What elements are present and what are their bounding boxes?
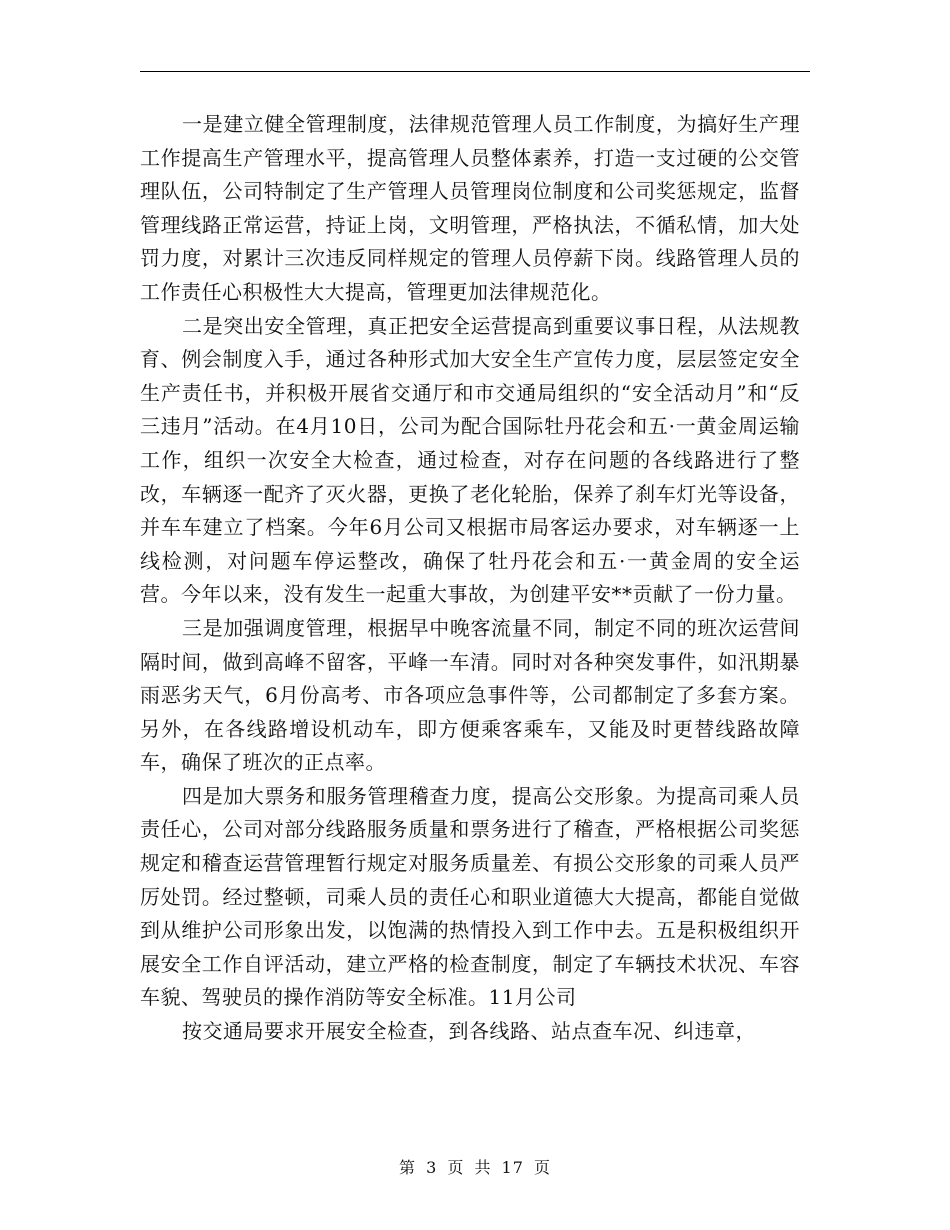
page-number-footer: 第 3 页 共 17 页	[399, 1158, 551, 1177]
paragraph-2: 二是突出安全管理，真正把安全运营提高到重要议事日程，从法规教育、例会制度入手，通过各种形式加大安全生产宣传力度，层层签定安全生产责任书，并积极开展省交通厅和市交通局组织的“安全活动月”和“反三违月”活动。在4月10日，公司为配合国际牡丹花会和五·一黄金周运输工作，组织一次安全大检查，通过检查，对存在问题的各线路进行了整改，车辆逐一配齐了灭火器，更换了老化轮胎，保养了刹车灯光等设备，并车车建立了档案。今年6月公司又根据市局客运办要求，对车辆逐一上线检测，对问题车停运整改，确保了牡丹花会和五·一黄金周的安全运营。今年以来，没有发生一起重大事故，为创建平安**贡献了一份力量。	[140, 313, 800, 607]
paragraph-3: 三是加强调度管理，根据早中晚客流量不同，制定不同的班次运营间隔时间，做到高峰不留客，平峰一车清。同时对各种突发事件，如汛期暴雨恶劣天气，6月份高考、市各项应急事件等，公司都制定了多套方案。另外，在各线路增设机动车，即方便乘客乘车，又能及时更替线路故障车，确保了班次的正点率。	[140, 615, 800, 775]
paragraph-1: 一是建立健全管理制度，法律规范管理人员工作制度，为搞好生产理工作提高生产管理水平，提高管理人员整体素养，打造一支过硬的公交管理队伍，公司特制定了生产管理人员管理岗位制度和公司奖惩规定，监督管理线路正常运营，持证上岗，文明管理，严格执法，不循私情，加大处罚力度，对累计三次违反同样规定的管理人员停薪下岗。线路管理人员的工作责任心积极性大大提高，管理更加法律规范化。	[140, 112, 800, 304]
header-rule	[140, 71, 810, 72]
paragraph-5: 按交通局要求开展安全检查，到各线路、站点查车况、纠违章，	[182, 1019, 756, 1044]
document-body	[140, 108, 800, 1049]
paragraph-4: 四是加大票务和服务管理稽查力度，提高公交形象。为提高司乘人员责任心，公司对部分线路服务质量和票务进行了稽查，严格根据公司奖惩规定和稽查运营管理暂行规定对服务质量差、有损公交形象的司乘人员严厉处罚。经过整顿，司乘人员的责任心和职业道德大大提高，都能自觉做到从维护公司形象出发，以饱满的热情投入到工作中去。五是积极组织开展安全工作自评活动，建立严格的检查制度，制定了车辆技术状况、车容车貌、驾驶员的操作消防等安全标准。11月公司	[140, 783, 800, 1010]
